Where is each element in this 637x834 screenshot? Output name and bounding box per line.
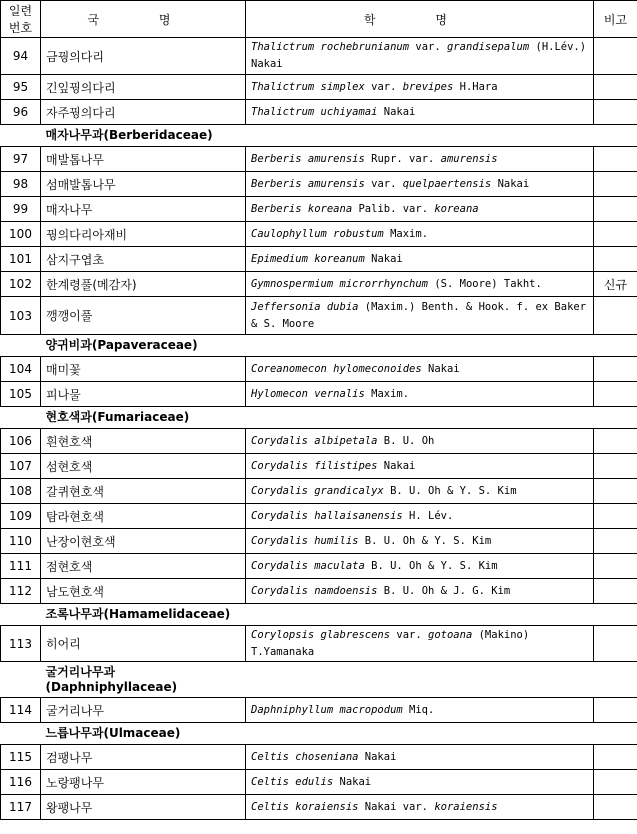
- korean-name: 갈퀴현호색: [41, 479, 246, 504]
- korean-name: 금꿩의다리: [41, 38, 246, 75]
- table-row: [1, 770, 637, 795]
- table-row: [1, 382, 637, 407]
- korean-name: 왕팽나무: [41, 795, 246, 820]
- family-row: [1, 125, 637, 147]
- scientific-name: Caulophyllum robustum Maxim.: [246, 222, 594, 247]
- table-row: [1, 454, 637, 479]
- family-heading: 조록나무과(Hamamelidaceae): [45, 607, 231, 621]
- scientific-name: Jeffersonia dubia (Maxim.) Benth. & Hook. f. ex Baker & S. Moore: [246, 297, 594, 335]
- table-row: [1, 272, 637, 297]
- table-row: [1, 479, 637, 504]
- table-row: [1, 554, 637, 579]
- scientific-name: Berberis amurensis var. quelpaertensis Nakai: [246, 172, 594, 197]
- remarks: [594, 626, 637, 662]
- table-row: [1, 197, 637, 222]
- korean-name: 난장이현호색: [41, 529, 246, 554]
- remarks: [594, 698, 637, 723]
- remarks: [594, 429, 637, 454]
- family-row: [1, 407, 637, 429]
- scientific-name: Daphniphyllum macropodum Miq.: [246, 698, 594, 723]
- scientific-name: Corydalis hallaisanensis H. Lév.: [246, 504, 594, 529]
- serial-number: 102: [1, 272, 41, 297]
- scientific-name: Celtis choseniana Nakai: [246, 745, 594, 770]
- serial-number: 117: [1, 795, 41, 820]
- table-row: [1, 504, 637, 529]
- remarks: [594, 770, 637, 795]
- remarks: [594, 75, 637, 100]
- family-row: [1, 604, 637, 626]
- table-row: [1, 795, 637, 820]
- serial-number: 95: [1, 75, 41, 100]
- remarks: [594, 382, 637, 407]
- korean-name: 검팽나무: [41, 745, 246, 770]
- remarks: [594, 795, 637, 820]
- korean-name: 매발톱나무: [41, 147, 246, 172]
- scientific-name: Corydalis maculata B. U. Oh & Y. S. Kim: [246, 554, 594, 579]
- serial-number: 101: [1, 247, 41, 272]
- table-body: [1, 38, 637, 820]
- korean-name: 히어리: [41, 626, 246, 662]
- family-heading: 느릅나무과(Ulmaceae): [45, 726, 181, 740]
- scientific-name: Celtis koraiensis Nakai var. koraiensis: [246, 795, 594, 820]
- serial-number: 106: [1, 429, 41, 454]
- header-serial-number: 일련 번호: [1, 1, 41, 38]
- table-row: [1, 429, 637, 454]
- serial-number: 103: [1, 297, 41, 335]
- korean-name: 긴잎꿩의다리: [41, 75, 246, 100]
- remarks: [594, 100, 637, 125]
- korean-name: 깽깽이풀: [41, 297, 246, 335]
- remarks: [594, 38, 637, 75]
- serial-number: 94: [1, 38, 41, 75]
- family-row: [1, 335, 637, 357]
- serial-number: 99: [1, 197, 41, 222]
- remarks: [594, 479, 637, 504]
- table-row: [1, 75, 637, 100]
- scientific-name: Hylomecon vernalis Maxim.: [246, 382, 594, 407]
- serial-number: 104: [1, 357, 41, 382]
- korean-name: 꿩의다리아재비: [41, 222, 246, 247]
- table-row: [1, 247, 637, 272]
- korean-name: 섬매발톱나무: [41, 172, 246, 197]
- scientific-name: Berberis koreana Palib. var. koreana: [246, 197, 594, 222]
- scientific-name: Corydalis namdoensis B. U. Oh & J. G. Kim: [246, 579, 594, 604]
- serial-number: 107: [1, 454, 41, 479]
- serial-number: 97: [1, 147, 41, 172]
- serial-number: 108: [1, 479, 41, 504]
- serial-number: 98: [1, 172, 41, 197]
- korean-name: 매미꽃: [41, 357, 246, 382]
- table-row: [1, 147, 637, 172]
- remarks: [594, 554, 637, 579]
- remarks: [594, 147, 637, 172]
- header-scientific-name: 학 명: [246, 1, 594, 38]
- serial-number: 110: [1, 529, 41, 554]
- table-row: [1, 297, 637, 335]
- scientific-name: Celtis edulis Nakai: [246, 770, 594, 795]
- korean-name: 굴거리나무: [41, 698, 246, 723]
- korean-name: 탐라현호색: [41, 504, 246, 529]
- remarks: [594, 357, 637, 382]
- korean-name: 노랑팽나무: [41, 770, 246, 795]
- korean-name: 자주꿩의다리: [41, 100, 246, 125]
- table-row: [1, 100, 637, 125]
- family-heading: 매자나무과(Berberidaceae): [45, 128, 213, 142]
- korean-name: 삼지구엽초: [41, 247, 246, 272]
- remarks: [594, 247, 637, 272]
- scientific-name: Corydalis albipetala B. U. Oh: [246, 429, 594, 454]
- korean-name: 점현호색: [41, 554, 246, 579]
- table-row: [1, 38, 637, 75]
- remarks: [594, 529, 637, 554]
- family-heading: 양귀비과(Papaveraceae): [45, 338, 198, 352]
- korean-name: 섬현호색: [41, 454, 246, 479]
- scientific-name: Corydalis grandicalyx B. U. Oh & Y. S. Kim: [246, 479, 594, 504]
- serial-number: 100: [1, 222, 41, 247]
- remarks: [594, 222, 637, 247]
- remarks: [594, 172, 637, 197]
- serial-number: 105: [1, 382, 41, 407]
- serial-number: 96: [1, 100, 41, 125]
- header-remarks: 비고: [594, 1, 637, 38]
- serial-number: 113: [1, 626, 41, 662]
- serial-number: 111: [1, 554, 41, 579]
- scientific-name: Berberis amurensis Rupr. var. amurensis: [246, 147, 594, 172]
- serial-number: 109: [1, 504, 41, 529]
- scientific-name: Corydalis filistipes Nakai: [246, 454, 594, 479]
- family-row: [1, 662, 637, 698]
- remarks: [594, 454, 637, 479]
- table-header-row: [1, 1, 637, 38]
- scientific-name: Thalictrum simplex var. brevipes H.Hara: [246, 75, 594, 100]
- korean-name: 피나물: [41, 382, 246, 407]
- remarks: [594, 297, 637, 335]
- header-korean-name: 국 명: [41, 1, 246, 38]
- scientific-name: Corydalis humilis B. U. Oh & Y. S. Kim: [246, 529, 594, 554]
- korean-name: 한계령풀(메감자): [41, 272, 246, 297]
- table-row: [1, 222, 637, 247]
- remarks: 신규: [594, 272, 637, 297]
- scientific-name: Coreanomecon hylomeconoides Nakai: [246, 357, 594, 382]
- serial-number: 112: [1, 579, 41, 604]
- remarks: [594, 504, 637, 529]
- family-heading: 굴거리나무과 (Daphniphyllaceae): [45, 664, 178, 694]
- remarks: [594, 745, 637, 770]
- korean-name: 흰현호색: [41, 429, 246, 454]
- serial-number: 116: [1, 770, 41, 795]
- serial-number: 114: [1, 698, 41, 723]
- scientific-name: Gymnospermium microrrhynchum (S. Moore) Takht.: [246, 272, 594, 297]
- remarks: [594, 579, 637, 604]
- scientific-name: Thalictrum rochebrunianum var. grandisepalum (H.Lév.) Nakai: [246, 38, 594, 75]
- table-row: [1, 357, 637, 382]
- korean-name: 남도현호색: [41, 579, 246, 604]
- family-heading: 현호색과(Fumariaceae): [45, 410, 190, 424]
- scientific-name: Corylopsis glabrescens var. gotoana (Makino) T.Yamanaka: [246, 626, 594, 662]
- korean-name: 매자나무: [41, 197, 246, 222]
- table-row: [1, 529, 637, 554]
- table-row: [1, 172, 637, 197]
- family-row: [1, 723, 637, 745]
- table-row: [1, 626, 637, 662]
- serial-number: 115: [1, 745, 41, 770]
- table-row: [1, 745, 637, 770]
- scientific-name: Epimedium koreanum Nakai: [246, 247, 594, 272]
- table-row: [1, 698, 637, 723]
- scientific-name: Thalictrum uchiyamai Nakai: [246, 100, 594, 125]
- table-row: [1, 579, 637, 604]
- remarks: [594, 197, 637, 222]
